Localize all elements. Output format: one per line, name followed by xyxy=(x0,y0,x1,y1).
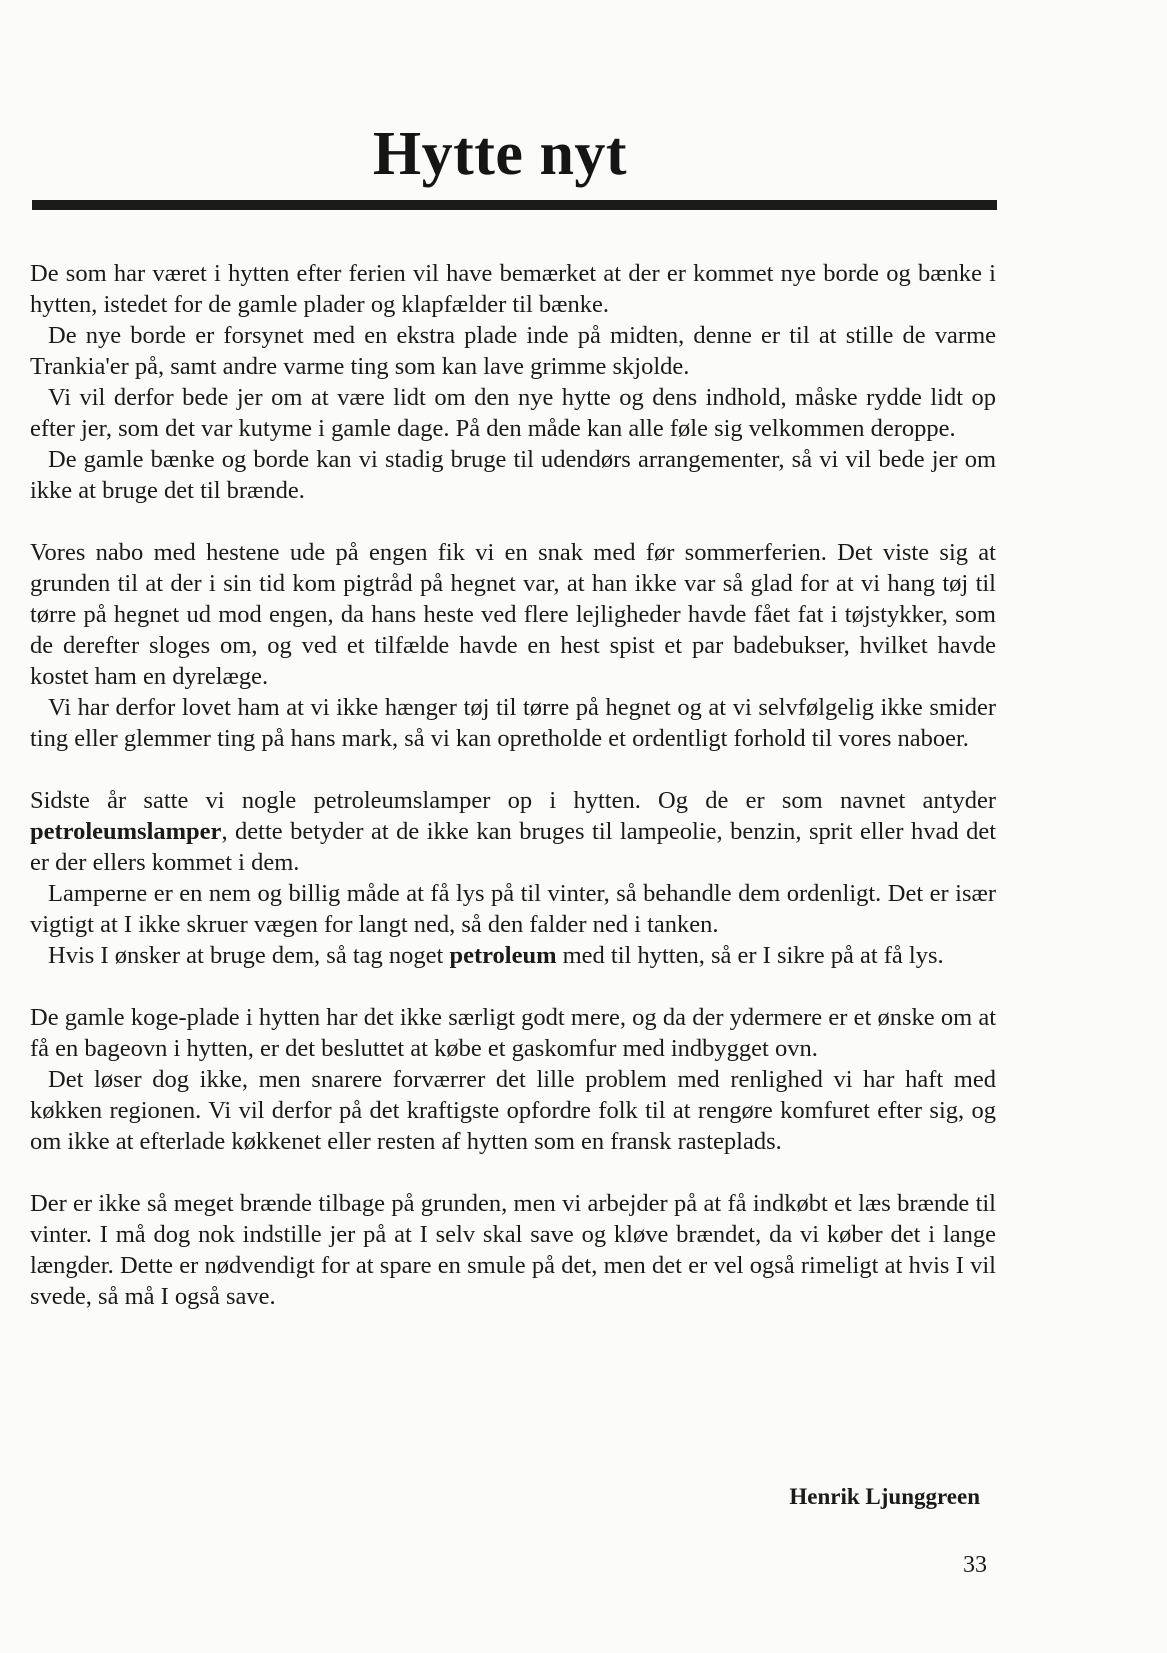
paragraph: Lamperne er en nem og billig måde at få lys på til vinter, så behandle dem ordenligt. Det er især vigtigt at I ikke skruer vægen for langt ned, så den falder ned i tanken. xyxy=(30,880,996,938)
paragraph: Vi vil derfor bede jer om at være lidt om den nye hytte og dens indhold, måske rydde lidt op efter jer, som det var kutyme i gamle dage. På den måde kan alle føle sig velkommen deroppe. xyxy=(30,384,996,442)
article-body xyxy=(30,258,996,1312)
bold-term: petroleumslamper xyxy=(30,818,222,845)
author-signature: Henrik Ljunggreen xyxy=(789,1484,980,1509)
bold-term: petroleum xyxy=(449,942,557,969)
paragraph: Det løser dog ikke, men snarere forværrer det lille problem med renlighed vi har haft med køkken regionen. Vi vil derfor på det kraftigste opfordre folk til at rengøre komfuret efter sig, og om ikke at efterlade køkkenet eller resten af hytten som en fransk rasteplads. xyxy=(30,1066,996,1155)
paragraph: De nye borde er forsynet med en ekstra plade inde på midten, denne er til at stille de varme Trankia'er på, samt andre varme ting som kan lave grimme skjolde. xyxy=(30,322,996,380)
paragraph-text: Hvis I ønsker at bruge dem, så tag noget xyxy=(48,942,450,969)
paragraph xyxy=(30,940,996,971)
paragraph: De som har været i hytten efter ferien vil have bemærket at der er kommet nye borde og bænke i hytten, istedet for de gamle plader og klapfælder til bænke. xyxy=(30,260,996,318)
page-number: 33 xyxy=(963,1552,987,1578)
article-title: Hytte nyt xyxy=(372,120,628,188)
paragraph: Der er ikke så meget brænde tilbage på grunden, men vi arbejder på at få indkøbt et læs brænde til vinter. I må dog nok indstille jer på at I selv skal save og kløve brændet, da vi køber det i lange længder. Dette er nødvendigt for at spare en smule på det, men det er vel også rimeligt at hvis I vil svede, så må I også save. xyxy=(30,1190,996,1310)
paragraph: De gamle koge-plade i hytten har det ikke særligt godt mere, og da der ydermere er et ønske om at få en bageovn i hytten, er det besluttet at købe et gaskomfur med indbygget ovn. xyxy=(30,1004,996,1062)
paragraph xyxy=(30,785,996,878)
paragraph: Vores nabo med hestene ude på engen fik vi en snak med før sommerferien. Det viste sig at grunden til at der i sin tid kom pigtråd på hegnet var, at han ikke var så glad for at vi hang tøj til tørre på hegnet ud mod engen, da hans heste ved flere lejligheder havde fået fat i tøjstykker, som de derefter sloges om, og ved et tilfælde havde en hest spist et par badebukser, hvilket havde kostet ham en dyrelæge. xyxy=(30,539,996,690)
title-rule xyxy=(32,200,997,210)
paragraph: Vi har derfor lovet ham at vi ikke hænger tøj til tørre på hegnet og at vi selvfølgelig ikke smider ting eller glemmer ting på hans mark, så vi kan opretholde et ordentligt forhold til vores naboer. xyxy=(30,694,996,752)
paragraph: De gamle bænke og borde kan vi stadig bruge til udendørs arrangementer, så vi vil bede jer om ikke at bruge det til brænde. xyxy=(30,446,996,504)
paragraph-text: Sidste år satte vi nogle petroleumslamper op i hytten. Og de er som navnet antyder xyxy=(30,787,996,814)
paragraph-text: , dette betyder at de ikke kan bruges til lampeolie, benzin, sprit eller hvad det er der ellers kommet i dem. xyxy=(30,818,996,876)
paragraph-text: med til hytten, så er I sikre på at få lys. xyxy=(556,942,944,969)
